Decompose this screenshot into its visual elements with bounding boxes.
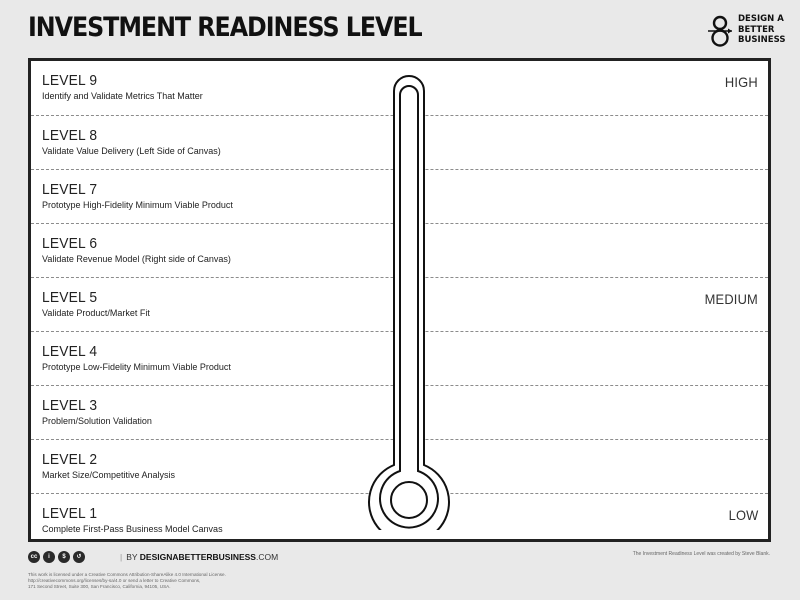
brand-mark-icon <box>706 14 734 48</box>
license-icons <box>28 551 88 565</box>
level-label: LEVEL 6 <box>42 235 98 252</box>
license-text: This work is licensed under a Creative Commons Attribution-ShareAlike 4.0 International License. http://creativecommons.org/licenses/by-sa/4.0 or send a letter to Creative Commons, 171 Second Street, Suite 300, San Francisco, California, 94105, USA. <box>28 572 226 589</box>
level-description: Validate Value Delivery (Left Side of Canvas) <box>42 146 221 156</box>
level-marker-low: LOW <box>728 507 758 523</box>
level-description: Prototype Low-Fidelity Minimum Viable Product <box>42 362 231 372</box>
level-description: Validate Product/Market Fit <box>42 308 150 318</box>
level-label: LEVEL 1 <box>42 505 98 522</box>
level-description: Problem/Solution Validation <box>42 416 152 426</box>
page-title: INVESTMENT READINESS LEVEL <box>28 12 422 43</box>
byline <box>120 552 278 562</box>
level-description: Market Size/Competitive Analysis <box>42 470 176 480</box>
level-label: LEVEL 8 <box>42 127 98 144</box>
byline-site: DESIGNABETTERBUSINESS <box>139 552 256 562</box>
level-label: LEVEL 9 <box>42 72 98 89</box>
brand-logo <box>706 14 786 48</box>
level-marker-medium: MEDIUM <box>704 291 758 307</box>
byline-by: BY <box>126 552 138 562</box>
readiness-canvas <box>28 58 771 542</box>
byline-divider: | <box>120 552 123 562</box>
level-description: Prototype High-Fidelity Minimum Viable Product <box>42 200 233 210</box>
level-label: LEVEL 5 <box>42 289 98 306</box>
level-label: LEVEL 3 <box>42 397 98 414</box>
level-label: LEVEL 7 <box>42 181 98 198</box>
level-description: Complete First-Pass Business Model Canvas <box>42 524 223 534</box>
credit-text: The Investment Readiness Level was created by Steve Blank. <box>632 551 770 557</box>
noncommercial-icon: $ <box>58 551 70 563</box>
attribution-icon: i <box>43 551 55 563</box>
sharealike-icon: ↺ <box>73 551 85 563</box>
thermometer-icon <box>364 75 454 530</box>
level-label: LEVEL 4 <box>42 343 98 360</box>
level-description: Validate Revenue Model (Right side of Canvas) <box>42 254 231 264</box>
cc-icon: cc <box>28 551 40 563</box>
level-description: Identify and Validate Metrics That Matter <box>42 91 203 101</box>
byline-tld: .COM <box>255 552 279 562</box>
brand-wordmark: DESIGN A BETTER BUSINESS <box>738 14 786 45</box>
level-marker-high: HIGH <box>725 74 758 90</box>
level-label: LEVEL 2 <box>42 451 98 468</box>
